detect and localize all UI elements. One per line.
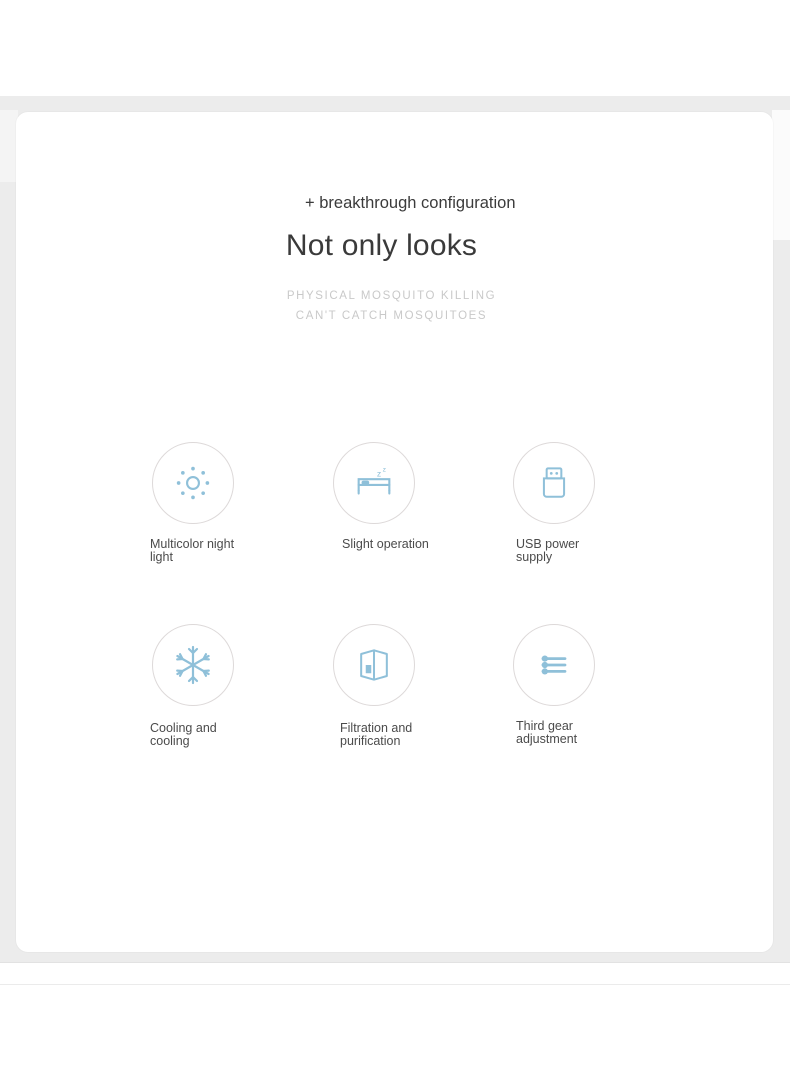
feature-row bbox=[136, 624, 656, 748]
feature-label: USB power supply bbox=[516, 537, 580, 564]
kicker-text: + breakthrough configuration bbox=[305, 194, 516, 212]
content-divider bbox=[0, 962, 790, 963]
feature-grid bbox=[136, 442, 656, 748]
feature-item-usb-power bbox=[488, 442, 656, 564]
feature-row bbox=[136, 442, 656, 564]
subtitle-line-1: PHYSICAL MOSQUITO KILLING bbox=[286, 290, 497, 302]
feature-label: Multicolor night light bbox=[150, 537, 235, 564]
feature-item-cooling bbox=[136, 624, 304, 748]
bed-sleep-icon bbox=[351, 460, 397, 506]
three-gear-lines-icon bbox=[532, 643, 576, 687]
feature-item-third-gear bbox=[488, 624, 656, 748]
feature-icon-circle bbox=[513, 442, 595, 524]
feature-icon-circle bbox=[152, 442, 234, 524]
heading-block bbox=[16, 192, 773, 326]
feature-item-filtration bbox=[312, 624, 480, 748]
feature-icon-circle bbox=[513, 624, 595, 706]
subtitle-line-2: CAN'T CATCH MOSQUITOES bbox=[295, 310, 488, 322]
feature-item-slight-operation bbox=[312, 442, 480, 564]
feature-item-night-light bbox=[136, 442, 304, 564]
page-title: Not only looks bbox=[285, 229, 478, 262]
feature-label: Cooling and cooling bbox=[150, 721, 217, 748]
svg-text:z: z bbox=[382, 466, 386, 474]
svg-text:z: z bbox=[376, 468, 382, 479]
snowflake-icon bbox=[169, 641, 217, 689]
product-detail-card bbox=[16, 112, 773, 952]
feature-label: Third gear adjustment bbox=[516, 719, 578, 746]
feature-label: Slight operation bbox=[342, 537, 429, 551]
feature-icon-circle bbox=[333, 442, 415, 524]
feature-label: Filtration and purification bbox=[340, 721, 413, 748]
filter-purify-icon bbox=[352, 643, 396, 687]
subtitle-block bbox=[16, 286, 773, 326]
page-top-background bbox=[0, 0, 790, 96]
page-bottom-background bbox=[0, 963, 790, 1078]
right-edge-strip bbox=[772, 110, 790, 240]
sun-night-light-icon bbox=[170, 460, 216, 506]
usb-plug-icon bbox=[532, 461, 576, 505]
feature-icon-circle bbox=[152, 624, 234, 706]
content-divider-secondary bbox=[0, 984, 790, 985]
feature-icon-circle bbox=[333, 624, 415, 706]
